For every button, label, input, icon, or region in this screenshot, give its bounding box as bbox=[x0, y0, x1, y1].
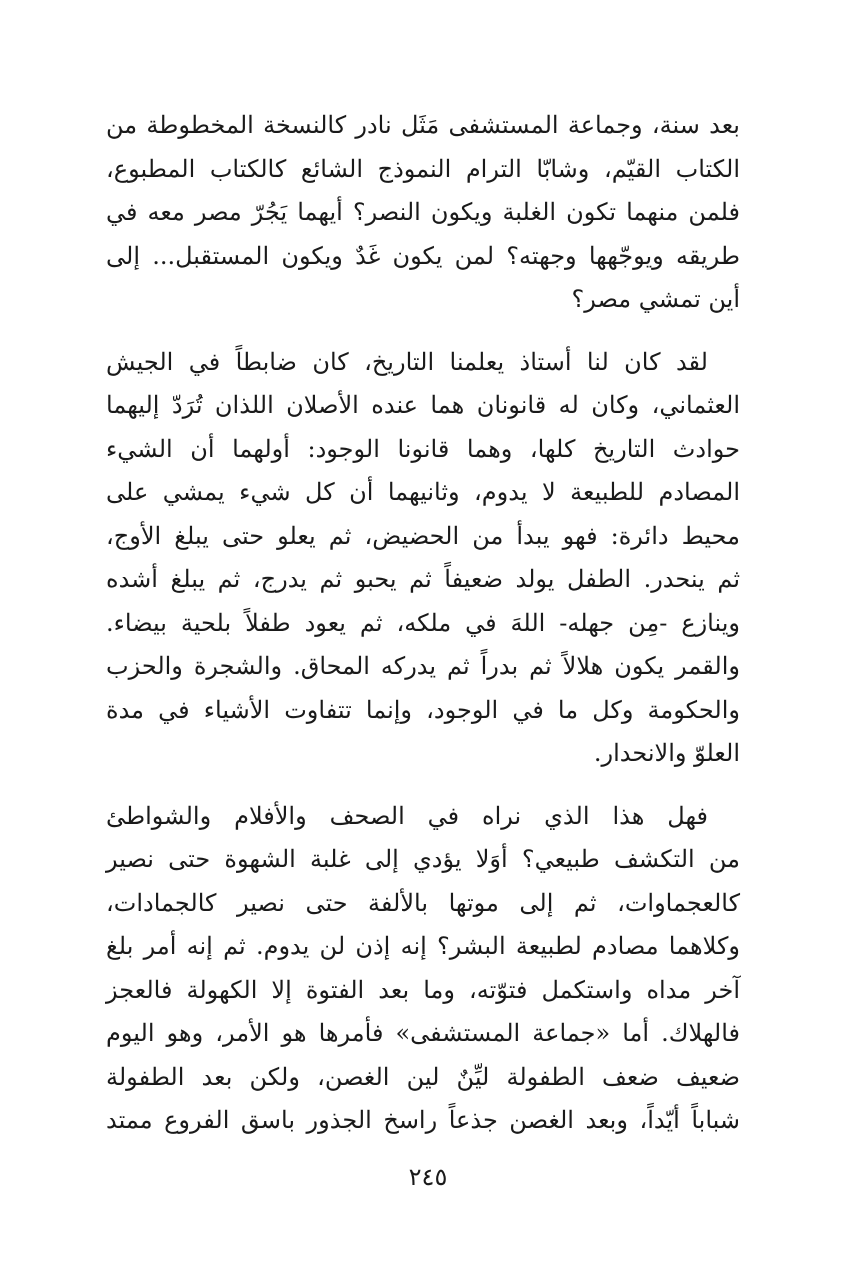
text-line: من التكشف طبيعي؟ أوَلا يؤدي إلى غلبة الشهوة حتى نصير bbox=[106, 845, 740, 873]
text-line: ضعيف ضعف الطفولة ليِّنٌ لين الغصن، ولكن بعد الطفولة bbox=[106, 1062, 740, 1091]
text-line: فلمن منهما تكون الغلبة ويكون النصر؟ أيهما يَجُرّ مصر معه في bbox=[106, 198, 740, 226]
paragraph-1 bbox=[106, 104, 740, 322]
page-body bbox=[106, 104, 740, 1143]
paragraph-3 bbox=[106, 795, 740, 1143]
text-line: ثم ينحدر. الطفل يولد ضعيفاً ثم يحبو ثم يدرج، ثم يبلغ أشده bbox=[106, 565, 740, 593]
text-line: المصادم للطبيعة لا يدوم، وثانيهما أن كل شيء يمشي على bbox=[106, 478, 740, 506]
paragraph-2 bbox=[106, 341, 740, 776]
text-line: حوادث التاريخ كلها، وهما قانونا الوجود: أولهما أن الشيء bbox=[106, 434, 740, 463]
text-line: وكلاهما مصادم لطبيعة البشر؟ إنه إذن لن يدوم. ثم إنه أمر بلغ bbox=[106, 932, 740, 960]
text-line: العثماني، وكان له قانونان هما عنده الأصلان اللذان تُرَدّ إليهما bbox=[106, 391, 740, 419]
text-line: فهل هذا الذي نراه في الصحف والأفلام والشواطئ bbox=[106, 801, 708, 830]
text-line: وينازع -مِن جهله- اللهَ في ملكه، ثم يعود طفلاً بلحية بيضاء. bbox=[106, 608, 740, 637]
text-line: العلوّ والانحدار. bbox=[593, 739, 740, 767]
text-line: والحكومة وكل ما في الوجود، وإنما تتفاوت الأشياء في مدة bbox=[106, 695, 740, 724]
text-line: أين تمشي مصر؟ bbox=[571, 285, 740, 313]
text-line: شباباً أيّداً، وبعد الغصن جذعاً راسخ الجذور باسق الفروع ممتد bbox=[106, 1106, 740, 1134]
text-line: لقد كان لنا أستاذ يعلمنا التاريخ، كان ضابطاً في الجيش bbox=[106, 347, 708, 376]
text-line: كالعجماوات، ثم إلى موتها بالألفة حتى نصير كالجمادات، bbox=[106, 888, 740, 917]
text-line: طريقه ويوجّهها وجهته؟ لمن يكون غَدٌ ويكون المستقبل... إلى bbox=[106, 241, 740, 270]
text-line: والقمر يكون هلالاً ثم بدراً ثم يدركه المحاق. والشجرة والحزب bbox=[106, 652, 740, 680]
text-line: الكتاب القيّم، وشابّا الترام النموذج الشائع كالكتاب المطبوع، bbox=[106, 154, 740, 183]
paragraph-gap bbox=[106, 776, 740, 793]
text-line: بعد سنة، وجماعة المستشفى مَثَل نادر كالنسخة المخطوطة من bbox=[106, 111, 740, 139]
page-number: ٢٤٥ bbox=[408, 1163, 448, 1191]
text-line: آخر مداه واستكمل فتوّته، وما بعد الفتوة إلا الكهولة فالعجز bbox=[106, 975, 740, 1004]
text-line: محيط دائرة: فهو يبدأ من الحضيض، ثم يعلو حتى يبلغ الأوج، bbox=[106, 521, 740, 550]
paragraph-gap bbox=[106, 322, 740, 339]
text-line: فالهلاك. أما «جماعة المستشفى» فأمرها هو الأمر، وهو اليوم bbox=[106, 1019, 740, 1047]
